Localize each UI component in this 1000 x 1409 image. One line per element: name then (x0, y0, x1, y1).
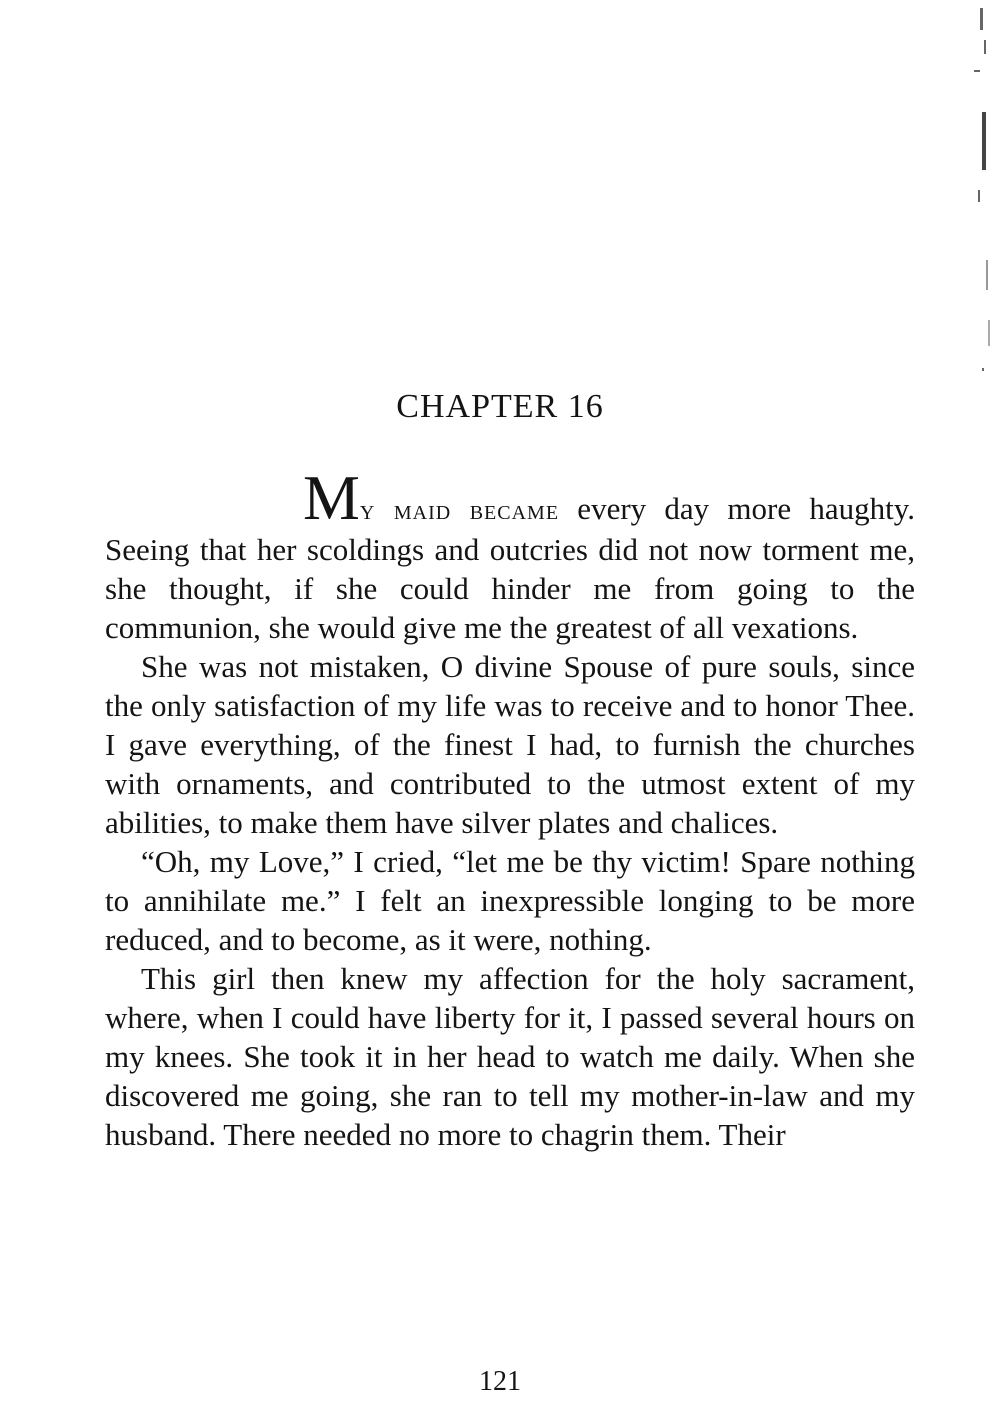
small-caps-lead: y maid became (359, 495, 560, 526)
body-text (105, 462, 915, 1154)
scan-speck (986, 260, 988, 290)
scan-speck (988, 320, 990, 346)
page-number: 121 (479, 1366, 521, 1397)
paragraph: She was not mistaken, O divine Spouse of pure souls, since the only satisfaction of my life was to receive and to honor Thee. I gave everything, of the finest I had, to furnish the churches with ornaments, and contributed to the utmost extent of my abilities, to make them have silver plates and chalices. (105, 649, 915, 840)
scan-edge-artifact (962, 0, 992, 400)
scan-speck (984, 40, 986, 54)
opening-paragraph (105, 462, 915, 647)
drop-cap: M (303, 462, 360, 533)
scan-speck (982, 112, 986, 170)
opening-text: every day more haughty. Seeing that her scoldings and outcries did not now torment me, she thought, if she could hinder me from going to the communion, she would give me the greatest of all vexations. (105, 491, 915, 645)
scan-speck (980, 8, 983, 30)
paragraph: “Oh, my Love,” I cried, “let me be thy victim! Spare nothing to annihilate me.” I felt an inexpressible longing to be more reduced, and to become, as it were, nothing. (105, 844, 915, 957)
scan-speck (982, 368, 984, 371)
scan-speck (978, 190, 980, 202)
chapter-title: CHAPTER 16 (396, 388, 604, 425)
paragraph: This girl then knew my affection for the holy sacrament, where, when I could have liberty for it, I passed several hours on my knees. She took it in her head to watch me daily. When she discovered me going, she ran to tell my mother-in-law and my husband. There needed no more to chagrin them. Their (105, 961, 915, 1152)
scan-speck (974, 70, 980, 72)
